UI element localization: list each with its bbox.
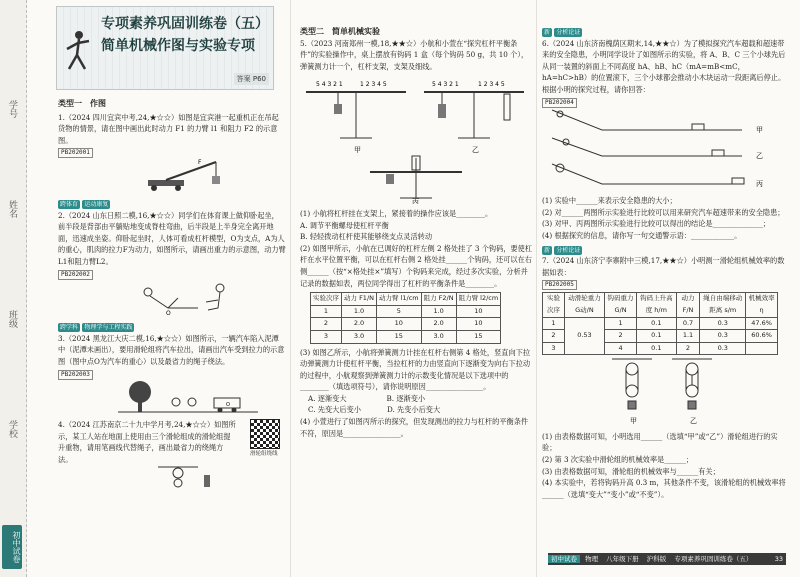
- figure-label: 乙: [690, 417, 697, 426]
- table-header: 阻力臂 l2/cm: [456, 293, 501, 306]
- table-cell: 3.0: [421, 330, 456, 343]
- section-title: 类型二 简单机械实验: [300, 27, 380, 36]
- pulley-systems-figure: [602, 357, 722, 427]
- table-cell: 47.6%: [746, 317, 778, 330]
- table-cell: 60.6%: [746, 330, 778, 343]
- table-header: 机械效率 η: [746, 293, 778, 317]
- header-title-2: 简单机械作图与实验专项: [101, 38, 255, 54]
- figure-label: 丙: [412, 198, 419, 205]
- table-cell: 2.0: [421, 318, 456, 331]
- left-column: [58, 98, 286, 493]
- svg-text:F: F: [198, 159, 202, 167]
- column-divider: [536, 0, 537, 577]
- option-text: C. 先变大后变小: [308, 405, 361, 415]
- table-header: 实验次序: [311, 293, 342, 306]
- topic-tag: 分析论证: [556, 29, 581, 36]
- table-header: 绳自由端移动距离 s/m: [700, 293, 746, 317]
- footer-edition: 沪科版: [646, 555, 667, 563]
- table-row: [543, 317, 778, 330]
- page-number: 33: [774, 555, 783, 563]
- svg-text:1 2 3 4 5: 1 2 3 4 5: [478, 81, 505, 89]
- topic-tag: 物理学与工程实践: [84, 324, 133, 332]
- table-cell: 2: [543, 330, 565, 343]
- table-cell: 0.7: [676, 317, 700, 330]
- question-text: (3) 对甲、丙两图所示实验进行比较可以得出的结论是______________；: [542, 219, 771, 229]
- svg-text:O: O: [166, 309, 171, 316]
- subject-tag: 跨体育: [60, 200, 79, 208]
- question-text: (2) 第 3 次实验中滑轮组的机械效率是______；: [542, 455, 693, 465]
- pulley-figure: [148, 465, 228, 489]
- question-text: (1) 实验中______来表示安全隐患的大小；: [542, 196, 677, 206]
- lever-figures: [300, 72, 532, 204]
- crane-figure: [138, 158, 248, 192]
- table-header: 钩码上升高度 h/m: [637, 293, 677, 317]
- binding-margin: [0, 0, 27, 577]
- question-code: PB202002: [58, 270, 93, 280]
- margin-school-label: 学校: [7, 420, 17, 438]
- table-header: 动滑轮重力 G动/N: [564, 293, 604, 317]
- question-text: (3) 如图乙所示，小航将弹簧测力计挂在杠杆右侧第 4 格处，竖直向下拉动弹簧测力计使杠杆平衡，当拉杠杆的力由竖直向下逐渐变为向右下拉动的过程中，小航观察到弹簧测力计的示数变化情况是以下选项中的________（填选项符号），请你说明原因________________。: [300, 347, 531, 392]
- footer-title: 专项素养巩固训练卷（五）: [674, 555, 753, 563]
- table-row: [311, 305, 501, 318]
- table-cell: 10: [456, 318, 501, 331]
- table-cell: 2: [605, 330, 637, 343]
- section-title: 类型一 作图: [58, 99, 106, 108]
- question-text: (4) 本实验中，若将钩码升高 0.3 m，其他条件不变，该滑轮组的机械效率将______（选填“变大”“变小”或“不变”）。: [542, 478, 786, 499]
- table-cell: 3.0: [342, 330, 377, 343]
- table-cell: [746, 342, 778, 355]
- question-text: 4.（2024 江苏南京二十九中学月考,24,★☆☆）如图所示，某工人站在地面上使用由三个滑轮组成的滑轮组提升重物，请用笔画线代替绳子，画出最省力的绕绳方法。: [58, 420, 236, 464]
- qr-caption: 滑轮组绕线: [250, 451, 278, 458]
- option-text: A. 逐渐变大: [308, 393, 347, 403]
- pulley-data-table: [542, 292, 778, 355]
- athlete-icon: [61, 29, 95, 73]
- column-divider: [290, 0, 291, 577]
- table-header: 钩码重力 G/N: [605, 293, 637, 317]
- table-cell: 0.3: [700, 330, 746, 343]
- table-cell: 1: [605, 317, 637, 330]
- figure-label: 甲: [354, 146, 361, 155]
- question-text: 5.（2023 河南郑州一模,18,★★☆）小航和小萱在“探究杠杆平衡条件”的实验操作中，桌上摆放有钩码 1 盒（每个钩码 50 g，共 10 个），弹簧测力计一个，杠杆支架，支架及细线。: [300, 38, 529, 71]
- margin-logo: 初中试卷: [2, 525, 22, 569]
- table-header: 阻力 F2/N: [421, 293, 456, 306]
- situp-figure: [128, 280, 238, 316]
- table-cell: 0.3: [700, 342, 746, 355]
- table-cell: 1.1: [676, 330, 700, 343]
- svg-text:5 4 3 2 1: 5 4 3 2 1: [316, 81, 343, 89]
- footer-brand: 初中试卷: [548, 555, 580, 563]
- question-text: (4) 小萱进行了如图丙所示的探究，但发现测出的拉力与杠杆的平衡条件不符，原因是________________。: [300, 417, 529, 438]
- topic-tag: 运动康复: [84, 200, 109, 208]
- qr-code-icon: [250, 419, 280, 449]
- right-column: [542, 26, 786, 500]
- table-cell: 15: [456, 330, 501, 343]
- table-cell: 0.1: [637, 317, 677, 330]
- table-cell: 10: [456, 305, 501, 318]
- question-text: (2) 如图甲所示，小航在已调好的杠杆左侧 2 格处挂了 3 个钩码，要使杠杆在水平位置平衡，可以在杠杆右侧 2 格处挂______个钩码，还可以在右侧______（按“×格处挂×”填写）个钩码来完成，经过多次实验，分析并记录的数据如表，两位同学得出了杠杆的平衡条件是________。: [300, 243, 533, 288]
- new-tag: 新: [544, 246, 551, 254]
- car-tree-figure: [118, 380, 258, 416]
- table-cell: 10: [377, 318, 422, 331]
- lever-data-table: [310, 292, 501, 343]
- table-cell: 2: [311, 318, 342, 331]
- table-header: 动力 F1/N: [342, 293, 377, 306]
- footer-grade: 八年级下册: [606, 555, 639, 563]
- question-text: 2.（2024 山东日照二模,16,★☆☆）同学们在体育课上做仰卧起坐，前半段是背部由平躺贴地变成脊柱弯曲，后半段是上半身完全离开地面，迅速成坐姿。仰卧起坐时，人体可看成杠杆模型，O为支点，A为人的重心，肌肉的拉力F为动力，如图所示，请画出重力的示意图，动力臂L1和阻力臂L2。: [58, 210, 286, 266]
- table-cell: 4: [605, 342, 637, 355]
- question-code: PB202005: [542, 280, 577, 290]
- table-cell: 0.3: [700, 317, 746, 330]
- question-text: 7.（2024 山东济宁李寨附中三模,17,★★☆）小明测一滑轮组机械效率的数据如表：: [542, 256, 785, 277]
- middle-column: [300, 26, 532, 439]
- lever-figure-jia: [306, 81, 406, 138]
- margin-id-label: 学号: [7, 100, 17, 118]
- question-text: (3) 由表格数据可知，滑轮组的机械效率与______有关；: [542, 466, 720, 476]
- topic-tag: 分析论证: [556, 246, 581, 254]
- table-cell: 3: [311, 330, 342, 343]
- table-cell: 1.0: [342, 305, 377, 318]
- figure-label: 丙: [756, 179, 763, 188]
- option-text: B. 逐渐变小: [386, 393, 426, 403]
- question-code: PB202003: [58, 370, 93, 380]
- margin-name-label: 姓名: [7, 200, 17, 218]
- question-text: 6.（2024 山东济南槐荫区期末,14,★★☆）为了模拟探究汽车超载和超速带来的安全隐患，小明同学设计了如图所示的实验，将 A、B、C 三个小球先后从同一装置的斜面上不同高度 hA、hB、hC（mA=mB<mC，hA=hC>hB）的位置滚下，三个小球都会推动小木块运动一段距离后停止。根据小明的探究过程，请你回答：: [542, 38, 786, 94]
- margin-class-label: 班级: [7, 310, 17, 328]
- question-code: PB202004: [542, 98, 577, 108]
- page-footer: [548, 553, 786, 565]
- lever-figure-bing: [370, 156, 462, 198]
- header-banner: [56, 6, 274, 90]
- subject-tag: 跨学科: [60, 324, 79, 332]
- svg-text:1 2 3 4 5: 1 2 3 4 5: [360, 81, 387, 89]
- question-text: (2) 对______两图所示实验进行比较可以用来研究汽车超速带来的安全隐患；: [542, 207, 785, 217]
- figure-label: 乙: [472, 146, 479, 155]
- table-cell: 1.0: [421, 305, 456, 318]
- table-cell: 1: [311, 305, 342, 318]
- svg-text:5 4 3 2 1: 5 4 3 2 1: [432, 81, 459, 89]
- table-cell: 1: [543, 317, 565, 330]
- table-header: 实验次序: [543, 293, 565, 317]
- question-text: 1.（2024 四川宜宾中考,24,★☆☆）如图是宜宾港一起重机正在吊起货物的情景，请在图中画出此时动力 F1 的力臂 l1 和阻力 F2 的示意图。: [58, 112, 279, 145]
- option-text: D. 先变小后变大: [386, 405, 441, 415]
- ramp-figures: [542, 108, 786, 192]
- option-text: A. 调节平衡螺母使杠杆平衡: [300, 220, 389, 230]
- answer-ref: 答案 P60: [234, 73, 269, 85]
- svg-text:O: O: [226, 401, 230, 408]
- table-cell: 0.53: [564, 317, 604, 355]
- question-text: 3.（2024 黑龙江大庆二模,16,★☆☆）如图所示，一辆汽车陷入泥潭中（泥潭未画出），要用滑轮组将汽车拉出，请画出汽车受到拉力的示意图（图中点O为汽车的重心）以及最省力的绳子绕法。: [58, 333, 285, 366]
- figure-label: 乙: [756, 151, 763, 160]
- question-text: (1) 小航将杠杆挂在支架上，紧接着的操作应该是________。: [300, 208, 493, 218]
- figure-label: 甲: [630, 417, 637, 426]
- question-code: PB202001: [58, 148, 93, 158]
- table-cell: 5: [377, 305, 422, 318]
- table-header: 动力 F/N: [676, 293, 700, 317]
- new-tag: 新: [544, 29, 551, 36]
- option-text: B. 轻轻拨动杠杆使其能够绕支点灵活转动: [300, 232, 433, 242]
- footer-subject: 物理: [585, 555, 599, 563]
- qr-block: [250, 419, 284, 461]
- table-row: [311, 330, 501, 343]
- lever-figure-yi: [424, 81, 524, 138]
- table-row: [311, 318, 501, 331]
- table-header: 动力臂 l1/cm: [377, 293, 422, 306]
- figure-label: 甲: [756, 125, 763, 134]
- table-cell: 0.1: [637, 342, 677, 355]
- table-cell: 15: [377, 330, 422, 343]
- question-text: (4) 根据探究的信息，请你写一句交通警示语：____________。: [542, 230, 742, 240]
- table-cell: 2: [676, 342, 700, 355]
- table-cell: 2.0: [342, 318, 377, 331]
- table-cell: 0.1: [637, 330, 677, 343]
- question-text: (1) 由表格数据可知，小明选用______（选填“甲”或“乙”）滑轮组进行的实验；: [542, 431, 778, 453]
- table-cell: 3: [543, 342, 565, 355]
- header-title-1: 专项素养巩固训练卷（五）: [101, 16, 269, 32]
